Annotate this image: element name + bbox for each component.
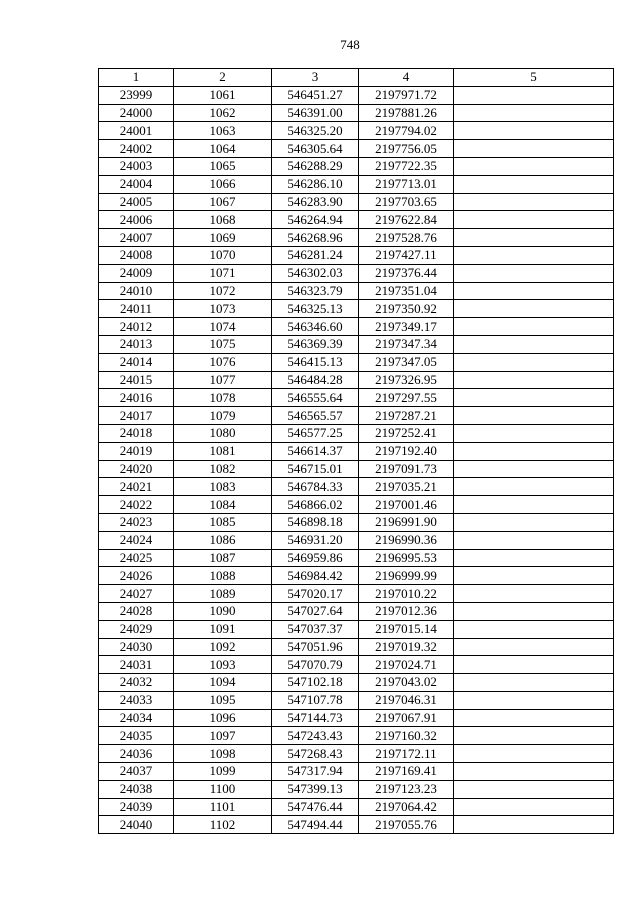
y-coordinate-cell: 2197326.95: [359, 371, 454, 389]
point-id-cell: 24010: [99, 282, 174, 300]
vertex-number-cell: 1074: [174, 318, 272, 336]
x-coordinate-cell: 546451.27: [272, 86, 359, 104]
y-coordinate-cell: 2197035.21: [359, 478, 454, 496]
point-id-cell: 24007: [99, 229, 174, 247]
x-coordinate-cell: 546415.13: [272, 353, 359, 371]
note-cell: [454, 602, 614, 620]
note-cell: [454, 585, 614, 603]
point-id-cell: 24024: [99, 531, 174, 549]
vertex-number-cell: 1068: [174, 211, 272, 229]
vertex-number-cell: 1097: [174, 727, 272, 745]
y-coordinate-cell: 2197756.05: [359, 140, 454, 158]
y-coordinate-cell: 2196990.36: [359, 531, 454, 549]
note-cell: [454, 86, 614, 104]
note-cell: [454, 620, 614, 638]
vertex-number-cell: 1082: [174, 460, 272, 478]
y-coordinate-cell: 2197046.31: [359, 691, 454, 709]
point-id-cell: 24039: [99, 798, 174, 816]
y-coordinate-cell: 2197351.04: [359, 282, 454, 300]
x-coordinate-cell: 547102.18: [272, 674, 359, 692]
y-coordinate-cell: 2197010.22: [359, 585, 454, 603]
vertex-number-cell: 1094: [174, 674, 272, 692]
vertex-number-cell: 1081: [174, 442, 272, 460]
x-coordinate-cell: 547494.44: [272, 816, 359, 834]
table-row: [99, 175, 614, 193]
table-row: [99, 86, 614, 104]
point-id-cell: 24031: [99, 656, 174, 674]
table-row: [99, 318, 614, 336]
vertex-number-cell: 1088: [174, 567, 272, 585]
y-coordinate-cell: 2197528.76: [359, 229, 454, 247]
note-cell: [454, 727, 614, 745]
y-coordinate-cell: 2197350.92: [359, 300, 454, 318]
y-coordinate-cell: 2197971.72: [359, 86, 454, 104]
note-cell: [454, 442, 614, 460]
y-coordinate-cell: 2197192.40: [359, 442, 454, 460]
vertex-number-cell: 1061: [174, 86, 272, 104]
note-cell: [454, 496, 614, 514]
note-cell: [454, 140, 614, 158]
table-row: [99, 620, 614, 638]
table-row: [99, 229, 614, 247]
point-id-cell: 24013: [99, 335, 174, 353]
table-row: [99, 246, 614, 264]
x-coordinate-cell: 546984.42: [272, 567, 359, 585]
note-cell: [454, 229, 614, 247]
x-coordinate-cell: 547399.13: [272, 780, 359, 798]
x-coordinate-cell: 547268.43: [272, 745, 359, 763]
note-cell: [454, 478, 614, 496]
x-coordinate-cell: 546346.60: [272, 318, 359, 336]
table-row: [99, 709, 614, 727]
vertex-number-cell: 1100: [174, 780, 272, 798]
note-cell: [454, 318, 614, 336]
y-coordinate-cell: 2197347.34: [359, 335, 454, 353]
y-coordinate-cell: 2197001.46: [359, 496, 454, 514]
column-header-4: 4: [359, 69, 454, 87]
table-row: [99, 816, 614, 834]
note-cell: [454, 638, 614, 656]
x-coordinate-cell: 547243.43: [272, 727, 359, 745]
note-cell: [454, 211, 614, 229]
vertex-number-cell: 1079: [174, 407, 272, 425]
note-cell: [454, 335, 614, 353]
x-coordinate-cell: 546281.24: [272, 246, 359, 264]
vertex-number-cell: 1098: [174, 745, 272, 763]
point-id-cell: 24015: [99, 371, 174, 389]
x-coordinate-cell: 546323.79: [272, 282, 359, 300]
vertex-number-cell: 1096: [174, 709, 272, 727]
vertex-number-cell: 1076: [174, 353, 272, 371]
table-row: [99, 371, 614, 389]
note-cell: [454, 513, 614, 531]
y-coordinate-cell: 2197067.91: [359, 709, 454, 727]
point-id-cell: 24014: [99, 353, 174, 371]
point-id-cell: 24006: [99, 211, 174, 229]
vertex-number-cell: 1091: [174, 620, 272, 638]
table-row: [99, 442, 614, 460]
point-id-cell: 24019: [99, 442, 174, 460]
point-id-cell: 24032: [99, 674, 174, 692]
point-id-cell: 24018: [99, 424, 174, 442]
note-cell: [454, 246, 614, 264]
point-id-cell: 24000: [99, 104, 174, 122]
note-cell: [454, 389, 614, 407]
point-id-cell: 24011: [99, 300, 174, 318]
y-coordinate-cell: 2197297.55: [359, 389, 454, 407]
point-id-cell: 24028: [99, 602, 174, 620]
note-cell: [454, 531, 614, 549]
x-coordinate-cell: 546555.64: [272, 389, 359, 407]
table-row: [99, 407, 614, 425]
vertex-number-cell: 1063: [174, 122, 272, 140]
y-coordinate-cell: 2197019.32: [359, 638, 454, 656]
table-row: [99, 104, 614, 122]
note-cell: [454, 656, 614, 674]
note-cell: [454, 122, 614, 140]
y-coordinate-cell: 2197091.73: [359, 460, 454, 478]
table-row: [99, 478, 614, 496]
note-cell: [454, 175, 614, 193]
x-coordinate-cell: 546577.25: [272, 424, 359, 442]
column-header-5: 5: [454, 69, 614, 87]
table-row: [99, 691, 614, 709]
table-row: [99, 211, 614, 229]
vertex-number-cell: 1095: [174, 691, 272, 709]
note-cell: [454, 780, 614, 798]
x-coordinate-cell: 546614.37: [272, 442, 359, 460]
vertex-number-cell: 1085: [174, 513, 272, 531]
vertex-number-cell: 1075: [174, 335, 272, 353]
y-coordinate-cell: 2197055.76: [359, 816, 454, 834]
table-row: [99, 549, 614, 567]
vertex-number-cell: 1083: [174, 478, 272, 496]
point-id-cell: 24036: [99, 745, 174, 763]
note-cell: [454, 567, 614, 585]
vertex-number-cell: 1062: [174, 104, 272, 122]
table-row: [99, 567, 614, 585]
vertex-number-cell: 1084: [174, 496, 272, 514]
table-header-row: [99, 69, 614, 87]
note-cell: [454, 157, 614, 175]
table-row: [99, 300, 614, 318]
vertex-number-cell: 1092: [174, 638, 272, 656]
y-coordinate-cell: 2197427.11: [359, 246, 454, 264]
note-cell: [454, 300, 614, 318]
point-id-cell: 24037: [99, 763, 174, 781]
vertex-number-cell: 1078: [174, 389, 272, 407]
x-coordinate-cell: 546369.39: [272, 335, 359, 353]
vertex-number-cell: 1073: [174, 300, 272, 318]
point-id-cell: 24033: [99, 691, 174, 709]
coordinates-table: [98, 68, 614, 834]
table-row: [99, 424, 614, 442]
table-row: [99, 780, 614, 798]
vertex-number-cell: 1093: [174, 656, 272, 674]
x-coordinate-cell: 547051.96: [272, 638, 359, 656]
vertex-number-cell: 1066: [174, 175, 272, 193]
x-coordinate-cell: 547020.17: [272, 585, 359, 603]
page-number: 748: [340, 37, 360, 52]
table-row: [99, 585, 614, 603]
point-id-cell: 23999: [99, 86, 174, 104]
x-coordinate-cell: 546325.13: [272, 300, 359, 318]
x-coordinate-cell: 546288.29: [272, 157, 359, 175]
note-cell: [454, 798, 614, 816]
vertex-number-cell: 1101: [174, 798, 272, 816]
y-coordinate-cell: 2197015.14: [359, 620, 454, 638]
x-coordinate-cell: 547317.94: [272, 763, 359, 781]
note-cell: [454, 371, 614, 389]
x-coordinate-cell: 547027.64: [272, 602, 359, 620]
point-id-cell: 24023: [99, 513, 174, 531]
point-id-cell: 24040: [99, 816, 174, 834]
vertex-number-cell: 1090: [174, 602, 272, 620]
x-coordinate-cell: 546484.28: [272, 371, 359, 389]
note-cell: [454, 424, 614, 442]
point-id-cell: 24012: [99, 318, 174, 336]
y-coordinate-cell: 2196991.90: [359, 513, 454, 531]
table-row: [99, 264, 614, 282]
point-id-cell: 24003: [99, 157, 174, 175]
note-cell: [454, 282, 614, 300]
x-coordinate-cell: 546565.57: [272, 407, 359, 425]
y-coordinate-cell: 2197012.36: [359, 602, 454, 620]
vertex-number-cell: 1070: [174, 246, 272, 264]
table-row: [99, 513, 614, 531]
y-coordinate-cell: 2197252.41: [359, 424, 454, 442]
point-id-cell: 24022: [99, 496, 174, 514]
point-id-cell: 24025: [99, 549, 174, 567]
point-id-cell: 24016: [99, 389, 174, 407]
x-coordinate-cell: 547144.73: [272, 709, 359, 727]
note-cell: [454, 745, 614, 763]
table-row: [99, 798, 614, 816]
x-coordinate-cell: 546784.33: [272, 478, 359, 496]
x-coordinate-cell: 546286.10: [272, 175, 359, 193]
table-row: [99, 638, 614, 656]
point-id-cell: 24020: [99, 460, 174, 478]
table-row: [99, 353, 614, 371]
y-coordinate-cell: 2197349.17: [359, 318, 454, 336]
point-id-cell: 24004: [99, 175, 174, 193]
vertex-number-cell: 1099: [174, 763, 272, 781]
point-id-cell: 24005: [99, 193, 174, 211]
x-coordinate-cell: 546959.86: [272, 549, 359, 567]
table-row: [99, 531, 614, 549]
x-coordinate-cell: 546283.90: [272, 193, 359, 211]
vertex-number-cell: 1069: [174, 229, 272, 247]
point-id-cell: 24001: [99, 122, 174, 140]
point-id-cell: 24038: [99, 780, 174, 798]
vertex-number-cell: 1089: [174, 585, 272, 603]
vertex-number-cell: 1087: [174, 549, 272, 567]
note-cell: [454, 691, 614, 709]
x-coordinate-cell: 547476.44: [272, 798, 359, 816]
x-coordinate-cell: 546715.01: [272, 460, 359, 478]
vertex-number-cell: 1064: [174, 140, 272, 158]
table-row: [99, 745, 614, 763]
y-coordinate-cell: 2196999.99: [359, 567, 454, 585]
x-coordinate-cell: 546302.03: [272, 264, 359, 282]
point-id-cell: 24027: [99, 585, 174, 603]
point-id-cell: 24008: [99, 246, 174, 264]
y-coordinate-cell: 2197376.44: [359, 264, 454, 282]
table-row: [99, 157, 614, 175]
column-header-1: 1: [99, 69, 174, 87]
note-cell: [454, 353, 614, 371]
point-id-cell: 24029: [99, 620, 174, 638]
table-row: [99, 335, 614, 353]
y-coordinate-cell: 2197043.02: [359, 674, 454, 692]
vertex-number-cell: 1071: [174, 264, 272, 282]
y-coordinate-cell: 2197713.01: [359, 175, 454, 193]
x-coordinate-cell: 547037.37: [272, 620, 359, 638]
note-cell: [454, 674, 614, 692]
note-cell: [454, 709, 614, 727]
x-coordinate-cell: 546931.20: [272, 531, 359, 549]
table-row: [99, 122, 614, 140]
table-row: [99, 282, 614, 300]
table-row: [99, 496, 614, 514]
x-coordinate-cell: 546268.96: [272, 229, 359, 247]
y-coordinate-cell: 2197172.11: [359, 745, 454, 763]
y-coordinate-cell: 2197881.26: [359, 104, 454, 122]
vertex-number-cell: 1065: [174, 157, 272, 175]
y-coordinate-cell: 2197160.32: [359, 727, 454, 745]
note-cell: [454, 549, 614, 567]
note-cell: [454, 460, 614, 478]
table-body: [99, 86, 614, 833]
x-coordinate-cell: 546898.18: [272, 513, 359, 531]
y-coordinate-cell: 2197169.41: [359, 763, 454, 781]
table-row: [99, 193, 614, 211]
table-row: [99, 140, 614, 158]
y-coordinate-cell: 2197287.21: [359, 407, 454, 425]
y-coordinate-cell: 2197794.02: [359, 122, 454, 140]
x-coordinate-cell: 546305.64: [272, 140, 359, 158]
vertex-number-cell: 1086: [174, 531, 272, 549]
point-id-cell: 24002: [99, 140, 174, 158]
table-row: [99, 460, 614, 478]
table-row: [99, 727, 614, 745]
y-coordinate-cell: 2197722.35: [359, 157, 454, 175]
table-row: [99, 602, 614, 620]
x-coordinate-cell: 546391.00: [272, 104, 359, 122]
column-header-3: 3: [272, 69, 359, 87]
table-row: [99, 674, 614, 692]
x-coordinate-cell: 546325.20: [272, 122, 359, 140]
x-coordinate-cell: 546866.02: [272, 496, 359, 514]
y-coordinate-cell: 2197123.23: [359, 780, 454, 798]
note-cell: [454, 104, 614, 122]
point-id-cell: 24017: [99, 407, 174, 425]
y-coordinate-cell: 2197622.84: [359, 211, 454, 229]
y-coordinate-cell: 2197347.05: [359, 353, 454, 371]
y-coordinate-cell: 2197703.65: [359, 193, 454, 211]
vertex-number-cell: 1080: [174, 424, 272, 442]
point-id-cell: 24030: [99, 638, 174, 656]
note-cell: [454, 816, 614, 834]
vertex-number-cell: 1067: [174, 193, 272, 211]
point-id-cell: 24035: [99, 727, 174, 745]
note-cell: [454, 193, 614, 211]
note-cell: [454, 763, 614, 781]
note-cell: [454, 264, 614, 282]
y-coordinate-cell: 2196995.53: [359, 549, 454, 567]
point-id-cell: 24026: [99, 567, 174, 585]
y-coordinate-cell: 2197024.71: [359, 656, 454, 674]
vertex-number-cell: 1102: [174, 816, 272, 834]
point-id-cell: 24021: [99, 478, 174, 496]
table-row: [99, 656, 614, 674]
note-cell: [454, 407, 614, 425]
y-coordinate-cell: 2197064.42: [359, 798, 454, 816]
x-coordinate-cell: 547070.79: [272, 656, 359, 674]
x-coordinate-cell: 546264.94: [272, 211, 359, 229]
point-id-cell: 24009: [99, 264, 174, 282]
vertex-number-cell: 1077: [174, 371, 272, 389]
column-header-2: 2: [174, 69, 272, 87]
table-row: [99, 763, 614, 781]
point-id-cell: 24034: [99, 709, 174, 727]
vertex-number-cell: 1072: [174, 282, 272, 300]
table-row: [99, 389, 614, 407]
x-coordinate-cell: 547107.78: [272, 691, 359, 709]
